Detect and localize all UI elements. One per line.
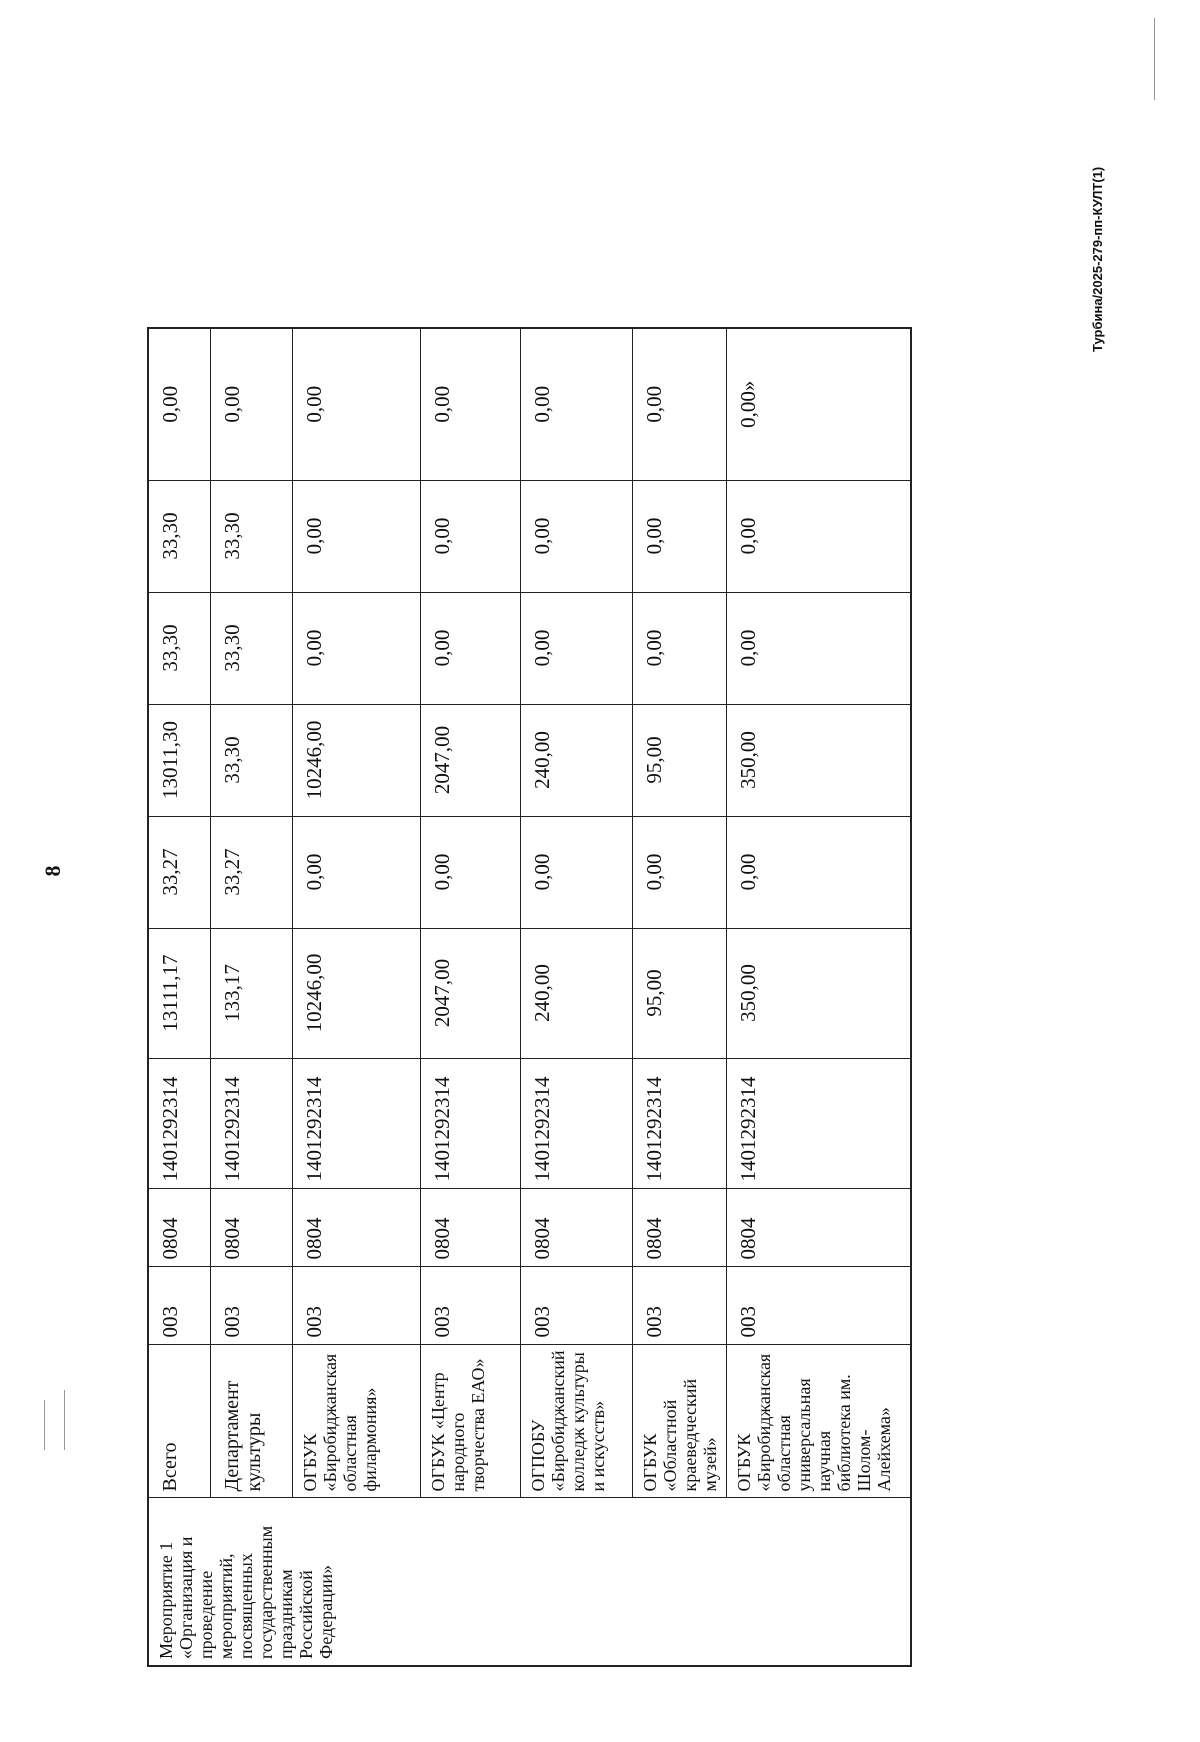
value-cell: 240,00 [520,704,632,816]
target-article-cell: 1401292314 [520,1058,632,1188]
executor-cell: ОГПОБУ «Биробиджанский колледж культуры и искусств» [520,1344,632,1498]
document-footer-id: Турбина/2025-279-пп-КУЛТ(1) [1090,166,1105,352]
executor-cell: Всего [148,1344,210,1498]
total-cell: 2047,00 [420,928,520,1058]
executor-cell: ОГБУК «Биробиджанская областная универсальная научная библиотека им. Шолом-Алейхема» [726,1344,911,1498]
grbs-cell: 003 [148,1266,210,1344]
value-cell: 33,30 [210,480,292,592]
event-title-cell: Мероприятие 1 «Организация и проведение мероприятий, посвященных государственным праздникам Российской Федерации» [148,1498,911,1666]
value-cell: 0,00 [420,592,520,704]
value-cell: 13011,30 [148,704,210,816]
section-cell: 0804 [292,1188,420,1266]
value-cell: 0,00 [420,816,520,928]
table-row [148,328,210,1666]
value-cell: 33,30 [148,480,210,592]
table-row [210,328,292,1666]
value-cell: 0,00 [520,480,632,592]
grbs-cell: 003 [292,1266,420,1344]
value-cell: 0,00 [210,328,292,480]
grbs-cell: 003 [210,1266,292,1344]
value-cell: 0,00 [292,328,420,480]
executor-cell: ОГБУК «Биробиджанская областная филармония» [292,1344,420,1498]
value-cell: 0,00 [632,328,726,480]
value-cell: 0,00 [726,592,911,704]
value-cell: 0,00 [632,816,726,928]
target-article-cell: 1401292314 [420,1058,520,1188]
total-cell: 350,00 [726,928,911,1058]
value-cell: 0,00 [292,592,420,704]
value-cell: 0,00 [632,592,726,704]
executor-cell: Департамент культуры [210,1344,292,1498]
value-cell: 0,00 [420,328,520,480]
value-cell: 33,27 [210,816,292,928]
table-row [520,328,632,1666]
value-cell: 33,30 [148,592,210,704]
value-cell: 0,00 [520,328,632,480]
value-cell: 0,00 [520,816,632,928]
section-cell: 0804 [420,1188,520,1266]
target-article-cell: 1401292314 [632,1058,726,1188]
total-cell: 133,17 [210,928,292,1058]
section-cell: 0804 [210,1188,292,1266]
section-cell: 0804 [148,1188,210,1266]
funding-table [147,327,912,1667]
grbs-cell: 003 [520,1266,632,1344]
value-cell: 0,00 [148,328,210,480]
value-cell: 0,00 [520,592,632,704]
page-number: 8 [40,865,65,877]
target-article-cell: 1401292314 [210,1058,292,1188]
executor-cell: ОГБУК «Центр народного творчества ЕАО» [420,1344,520,1498]
table-row [632,328,726,1666]
target-article-cell: 1401292314 [148,1058,210,1188]
value-cell: 0,00 [292,480,420,592]
value-cell: 0,00» [726,328,911,480]
table-row [292,328,420,1666]
value-cell: 10246,00 [292,704,420,816]
section-cell: 0804 [632,1188,726,1266]
section-cell: 0804 [520,1188,632,1266]
value-cell: 0,00 [632,480,726,592]
section-cell: 0804 [726,1188,911,1266]
total-cell: 10246,00 [292,928,420,1058]
total-cell: 13111,17 [148,928,210,1058]
value-cell: 0,00 [726,480,911,592]
executor-cell: ОГБУК «Областной краеведческий музей» [632,1344,726,1498]
table-row [726,328,911,1666]
value-cell: 33,30 [210,704,292,816]
value-cell: 2047,00 [420,704,520,816]
total-cell: 95,00 [632,928,726,1058]
target-article-cell: 1401292314 [292,1058,420,1188]
value-cell: 0,00 [420,480,520,592]
value-cell: 33,30 [210,592,292,704]
grbs-cell: 003 [632,1266,726,1344]
target-article-cell: 1401292314 [726,1058,911,1188]
grbs-cell: 003 [420,1266,520,1344]
value-cell: 0,00 [726,816,911,928]
value-cell: 95,00 [632,704,726,816]
grbs-cell: 003 [726,1266,911,1344]
total-cell: 240,00 [520,928,632,1058]
table-row [420,328,520,1666]
value-cell: 0,00 [292,816,420,928]
value-cell: 350,00 [726,704,911,816]
value-cell: 33,27 [148,816,210,928]
